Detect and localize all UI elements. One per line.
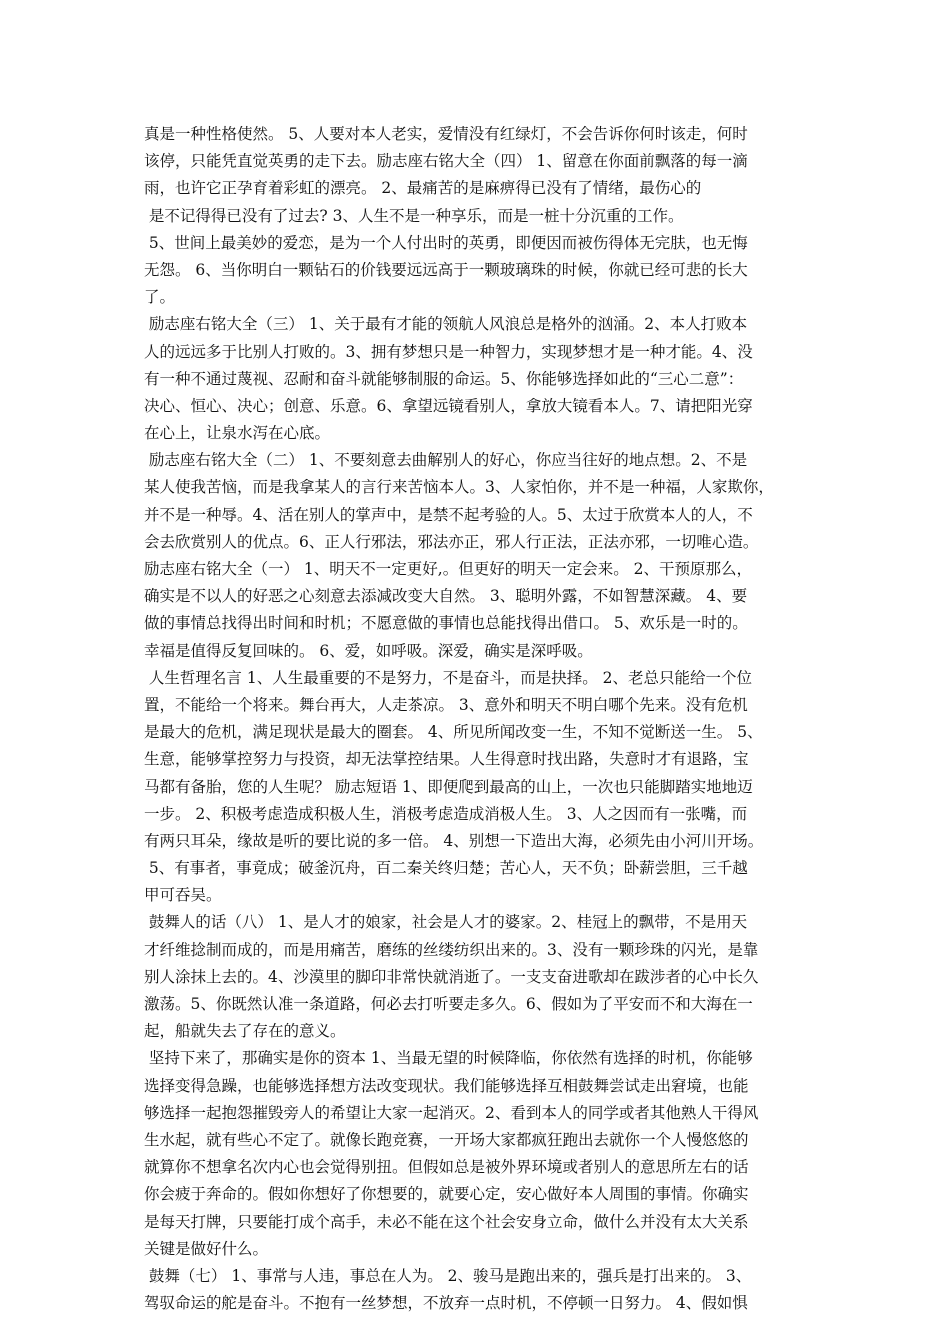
text-line: 会去欣赏别人的优点。6、正人行邪法，邪法亦正，邪人行正法，正法亦邪，一切唯心造。 [144, 532, 759, 551]
text-line: 某人使我苦恼，而是我拿某人的言行来苦恼本人。3、人家怕你，并不是一种福，人家欺你， [144, 478, 774, 497]
text-line: 雨，也许它正孕育着彩虹的漂亮。 2、最痛苦的是麻痹得已没有了情绪，最伤心的 [144, 179, 702, 198]
text-line: 幸福是值得反复回味的。 6、爱，如呼吸。深爱，确实是深呼吸。 [144, 641, 593, 660]
text-line: 坚持下来了，那确实是你的资本 1、当最无望的时候降临，你依然有选择的时机，你能够 [144, 1049, 753, 1068]
text-line: 够选择一起抱怨摧毁旁人的希望让大家一起消灭。2、看到本人的同学或者其他熟人干得风 [144, 1103, 759, 1122]
text-line: 激荡。5、你既然认准一条道路，何必去打听要走多久。6、假如为了平安而不和大海在一 [144, 995, 753, 1013]
text-line: 置，不能给一个将来。舞台再大，人走茶凉。 3、意外和明天不明白哪个先来。没有危机 [144, 695, 748, 714]
text-line: 人生哲理名言 1、人生最重要的不是努力，不是奋斗，而是抉择。 2、老总只能给一个位 [144, 668, 753, 687]
text-line: 了。 [144, 288, 176, 307]
text-line: 鼓舞（七） 1、事常与人违，事总在人为。 2、骏马是跑出来的，强兵是打出来的。 3、 [144, 1266, 752, 1285]
text-line: 马都有备胎，您的人生呢？ 励志短语 1、即便爬到最高的山上，一次也只能脚踏实地地迈 [144, 777, 753, 796]
text-line: 鼓舞人的话（八） 1、是人才的娘家，社会是人才的婆家。2、桂冠上的飘带，不是用天 [144, 913, 748, 932]
text-line: 5、世间上最美妙的爱恋，是为一个人付出时的英勇，即便因而被伤得体无完肤，也无悔 [144, 233, 748, 252]
text-line: 是最大的危机，满足现状是最大的圈套。 4、所见所闻改变一生，不知不觉断送一生。 5、 [144, 723, 763, 742]
text-line: 确实是不以人的好恶之心刻意去添减改变大自然。 3、聪明外露，不如智慧深藏。 4、要 [144, 587, 748, 606]
text-line: 真是一种性格使然。 5、人要对本人老实，爱情没有红绿灯，不会告诉你何时该走，何时 [144, 125, 748, 143]
text-line: 有一种不通过蔑视、忍耐和奋斗就能够制服的命运。5、你能够选择如此的“三心二意”： [144, 369, 744, 388]
text-line: 决心、恒心、决心；创意、乐意。6、拿望远镜看别人，拿放大镜看本人。7、请把阳光穿 [144, 396, 753, 415]
text-line: 才纤维捻制而成的，而是用痛苦，磨练的丝缕纺织出来的。3、没有一颗珍珠的闪光，是靠 [144, 940, 759, 959]
text-line: 驾驭命运的舵是奋斗。不抱有一丝梦想，不放弃一点时机，不停顿一日努力。 4、假如惧 [144, 1294, 748, 1313]
text-line: 你会疲于奔命的。假如你想好了你想要的，就要心定，安心做好本人周围的事情。你确实 [144, 1185, 749, 1204]
text-line: 该停，只能凭直觉英勇的走下去。励志座右铭大全（四） 1、留意在你面前飘落的每一滴 [144, 152, 748, 171]
text-line: 生水起，就有些心不定了。就像长跑竞赛，一开场大家都疯狂跑出去就你一个人慢悠悠的 [144, 1130, 749, 1149]
text-line: 励志座右铭大全（二） 1、不要刻意去曲解别人的好心，你应当往好的地点想。2、不是 [144, 451, 748, 470]
text-line: 励志座右铭大全（三） 1、关于最有才能的领航人风浪总是格外的汹涌。2、本人打败本 [144, 315, 748, 334]
text-line: 起，船就失去了存在的意义。 [144, 1022, 346, 1041]
document-body [144, 121, 810, 1317]
text-line: 做的事情总找得出时间和时机；不愿意做的事情也总能找得出借口。 5、欢乐是一时的。 [144, 614, 748, 633]
text-line: 别人涂抹上去的。4、沙漠里的脚印非常快就消逝了。一支支奋进歌却在跋涉者的心中长久 [144, 967, 759, 986]
text-line: 是不记得得已没有了过去? 3、人生不是一种享乐，而是一桩十分沉重的工作。 [144, 206, 684, 225]
text-line: 关键是做好什么。 [144, 1239, 269, 1258]
text-line: 5、有事者，事竟成；破釜沉舟，百二秦关终归楚；苦心人，天不负；卧薪尝胆，三千越 [144, 859, 748, 878]
text-line: 有两只耳朵，缘故是听的要比说的多一倍。 4、别想一下造出大海，必须先由小河川开场。 [144, 831, 764, 850]
text-line: 选择变得急躁，也能够选择想方法改变现状。我们能够选择互相鼓舞尝试走出窘境，也能 [144, 1076, 749, 1095]
text-line: 在心上，让泉水泻在心底。 [144, 424, 331, 443]
text-line: 励志座右铭大全（一） 1、明天不一定更好,。但更好的明天一定会来。 2、干预原那么， [144, 560, 753, 578]
text-line: 生意，能够掌控努力与投资，却无法掌控结果。人生得意时找出路，失意时才有退路，宝 [144, 750, 749, 769]
text-line: 人的远远多于比别人打败的。3、拥有梦想只是一种智力，实现梦想才是一种才能。4、没 [144, 342, 753, 361]
text-line: 并不是一种辱。4、活在别人的掌声中，是禁不起考验的人。5、太过于欣赏本人的人，不 [144, 505, 753, 524]
text-line: 就算你不想拿名次内心也会觉得别扭。但假如总是被外界环境或者别人的意思所左右的话 [144, 1158, 749, 1177]
text-line: 无怨。 6、当你明白一颗钻石的价钱要远远高于一颗玻璃珠的时候，你就已经可悲的长大 [144, 260, 748, 279]
text-line: 一步。 2、积极考虑造成积极人生，消极考虑造成消极人生。 3、人之因而有一张嘴，而 [144, 804, 748, 823]
text-line: 是每天打牌，只要能打成个高手，未必不能在这个社会安身立命，做什么并没有太大关系 [144, 1212, 749, 1231]
text-line: 甲可吞吴。 [144, 886, 222, 905]
